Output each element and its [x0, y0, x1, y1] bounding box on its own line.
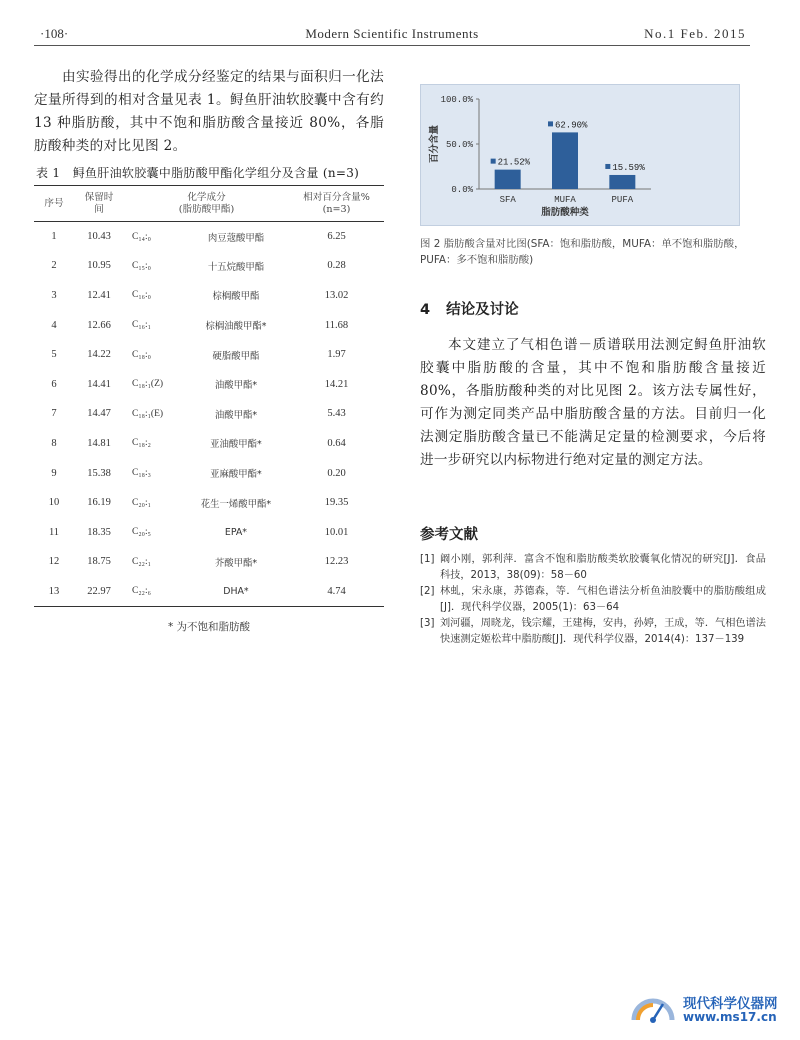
reference-number: [1] — [420, 554, 435, 565]
row-relative-percent: 12.23 — [324, 556, 349, 568]
row-formula: C₁₈:₂ — [132, 438, 151, 449]
reference-text: 刘河疆，周晓龙，钱宗耀，王建梅，安冉，孙婷，王成，等．气相色谱法快速测定姬松茸中脂肪酸[J]．现代科学仪器，2014(4)：137－139 — [440, 618, 766, 645]
references-heading: 参考文献 — [420, 527, 478, 543]
row-no: 9 — [51, 467, 57, 479]
row-formula: C₁₅:₀ — [132, 260, 151, 271]
page-number: ·108· — [40, 26, 69, 41]
row-retention-time: 18.35 — [87, 526, 111, 538]
row-retention-time: 14.41 — [87, 378, 111, 390]
row-retention-time: 10.95 — [87, 260, 111, 272]
row-formula: C₁₆:₀ — [132, 290, 151, 301]
table-header-row — [34, 186, 384, 222]
row-relative-percent: 11.68 — [324, 319, 349, 331]
issue-info: No.1 Feb. 2015 — [644, 26, 746, 41]
row-no: 12 — [48, 556, 60, 568]
reference-item — [420, 552, 766, 583]
data-label: 21.52% — [497, 157, 531, 168]
row-compound-name: 油酸甲酯* — [214, 380, 258, 392]
row-relative-percent: 13.02 — [324, 289, 349, 301]
x-axis-label: 脂肪酸种类 — [541, 207, 589, 218]
table-row — [34, 488, 384, 518]
row-no: 4 — [51, 319, 57, 331]
row-relative-percent: 5.43 — [327, 408, 346, 420]
row-formula: C₁₄:₀ — [132, 231, 151, 242]
row-formula: C₁₆:₁ — [132, 320, 151, 331]
y-tick-label: 100.0% — [440, 95, 473, 105]
data-label-marker — [548, 121, 553, 126]
row-retention-time: 15.38 — [87, 467, 111, 479]
row-relative-percent: 1.97 — [327, 349, 346, 361]
reference-item — [420, 584, 766, 615]
row-retention-time: 12.41 — [87, 289, 111, 301]
row-formula: C₂₀:₅ — [132, 527, 151, 538]
row-no: 1 — [51, 231, 57, 243]
fatty-acid-table — [34, 185, 384, 607]
row-retention-time: 14.81 — [87, 437, 111, 449]
table-row — [34, 577, 384, 607]
reference-text: 阚小刚，郭利萍．富含不饱和脂肪酸类软胶囊氧化情况的研究[J]．食品科技，2013，38(09)：58－60 — [440, 554, 766, 581]
journal-title: Modern Scientific Instruments — [305, 26, 479, 41]
row-compound-name: 芥酸甲酯* — [214, 557, 258, 569]
bar-pufa — [609, 175, 635, 189]
section-title: 结论及讨论 — [446, 302, 519, 318]
y-tick-label: 0.0% — [451, 185, 473, 195]
row-formula: C₁₈:₁(E) — [132, 408, 164, 419]
row-relative-percent: 14.21 — [324, 378, 349, 390]
table-row — [34, 429, 384, 459]
row-no: 11 — [48, 526, 60, 538]
conclusion — [420, 334, 766, 472]
gauge-logo-icon — [628, 986, 678, 1032]
header-component: 化学成分 (脂肪酸甲酯) — [124, 186, 289, 222]
table-row — [34, 517, 384, 547]
table-row — [34, 399, 384, 429]
row-no: 3 — [51, 289, 57, 301]
row-no: 8 — [51, 437, 57, 449]
row-no: 6 — [51, 378, 57, 390]
reference-number: [2] — [420, 586, 435, 597]
row-relative-percent: 10.01 — [324, 526, 349, 538]
row-retention-time: 22.97 — [87, 585, 111, 597]
table-row — [34, 281, 384, 311]
page-header — [34, 24, 750, 46]
header-rt: 保留时 间 — [74, 186, 124, 222]
bar-sfa — [495, 170, 521, 189]
reference-text: 林虬，宋永康，苏德森，等．气相色谱法分析鱼油胶囊中的脂肪酸组成[J]．现代科学仪器，2005(1)：63－64 — [440, 586, 766, 613]
row-retention-time: 14.22 — [87, 349, 111, 361]
data-label-marker — [605, 164, 610, 169]
table-row — [34, 251, 384, 281]
data-label: 62.90% — [555, 120, 588, 131]
row-formula: C₂₂:₁ — [132, 556, 151, 567]
row-relative-percent: 4.74 — [327, 585, 346, 597]
table-row — [34, 369, 384, 399]
row-compound-name: 亚麻酸甲酯* — [210, 469, 262, 481]
row-relative-percent: 19.35 — [324, 497, 349, 509]
table-row — [34, 222, 384, 252]
row-compound-name: 硬脂酸甲酯 — [212, 350, 260, 362]
row-formula: C₂₂:₆ — [132, 586, 151, 597]
row-relative-percent: 6.25 — [327, 231, 346, 243]
row-retention-time: 12.66 — [87, 319, 111, 331]
row-no: 5 — [51, 349, 57, 361]
table-caption-prefix: 表 1 — [36, 166, 61, 180]
watermark-name: 现代科学仪器网 — [683, 996, 778, 1012]
intro-paragraph: 由实验得出的化学成分经鉴定的结果与面积归一化法定量所得到的相对含量见表 1。鲟鱼肝油软胶囊中含有约 13 种脂肪酸，其中不饱和脂肪酸含量接近 80%，各脂肪酸种类的对比见图 2。 — [34, 69, 384, 154]
row-compound-name: EPA* — [224, 526, 247, 538]
row-compound-name: 棕榈油酸甲酯* — [205, 321, 267, 333]
row-relative-percent: 0.20 — [327, 467, 346, 479]
site-watermark — [628, 986, 788, 1032]
section-heading — [420, 298, 519, 319]
y-axis-label: 百分含量 — [429, 124, 440, 164]
row-no: 7 — [51, 408, 57, 420]
table-row — [34, 547, 384, 577]
row-compound-name: 油酸甲酯* — [214, 409, 258, 421]
row-formula: C₂₀:₁ — [132, 497, 151, 508]
y-tick-label: 50.0% — [445, 140, 473, 150]
table-row — [34, 340, 384, 370]
data-label-marker — [491, 159, 496, 164]
row-compound-name: 十五烷酸甲酯 — [207, 261, 265, 273]
table-footnote: * 为不饱和脂肪酸 — [167, 620, 251, 633]
row-compound-name: 亚油酸甲酯* — [210, 439, 262, 451]
row-no: 13 — [48, 585, 60, 597]
header-no: 序号 — [34, 186, 74, 222]
row-formula: C₁₈:₁(Z) — [132, 379, 164, 390]
row-compound-name: 肉豆蔻酸甲酯 — [207, 232, 265, 244]
figure-caption: 图 2 脂肪酸含量对比图(SFA：饱和脂肪酸，MUFA：单不饱和脂肪酸，PUFA：多不饱和脂肪酸) — [420, 238, 745, 266]
row-compound-name: 花生一烯酸甲酯* — [200, 498, 272, 510]
x-tick-label: MUFA — [554, 195, 576, 205]
row-compound-name: 棕榈酸甲酯 — [212, 291, 260, 303]
table-caption-n: (n=3) — [322, 166, 360, 180]
row-retention-time: 10.43 — [87, 231, 111, 243]
data-label: 15.59% — [612, 162, 645, 173]
row-no: 10 — [48, 497, 60, 509]
section-number: 4 — [420, 302, 431, 318]
table-row — [34, 458, 384, 488]
table-caption — [34, 164, 384, 181]
row-retention-time: 14.47 — [87, 408, 111, 420]
table-caption-text: 鲟鱼肝油软胶囊中脂肪酸甲酯化学组分及含量 — [72, 166, 319, 180]
row-retention-time: 18.75 — [87, 556, 111, 568]
x-tick-label: SFA — [499, 195, 516, 205]
table-row — [34, 310, 384, 340]
row-relative-percent: 0.64 — [327, 437, 346, 449]
fatty-acid-chart — [420, 84, 740, 226]
row-formula: C₁₈:₃ — [132, 468, 151, 479]
chart-svg — [421, 85, 739, 225]
row-compound-name: DHA* — [223, 585, 249, 597]
row-retention-time: 16.19 — [87, 497, 111, 509]
row-no: 2 — [51, 260, 57, 272]
row-relative-percent: 0.28 — [327, 260, 346, 272]
left-column — [34, 66, 384, 634]
header-relative: 相对百分含量% (n=3) — [289, 186, 384, 222]
reference-item — [420, 616, 766, 647]
bar-mufa — [552, 132, 578, 189]
references-list — [420, 552, 766, 648]
x-tick-label: PUFA — [611, 195, 634, 205]
row-formula: C₁₈:₀ — [132, 349, 151, 360]
reference-number: [3] — [420, 618, 435, 629]
watermark-url: www.ms17.cn — [683, 1010, 777, 1024]
conclusion-paragraph: 本文建立了气相色谱－质谱联用法测定鲟鱼肝油软胶囊中脂肪酸的含量，其中不饱和脂肪酸含量接近 80%，各脂肪酸种类的对比见图 2。该方法专属性好，可作为测定同类产品中脂肪酸含量的方法。目前归一化法测定脂肪酸含量已不能满足定量的检测要求，今后将进一步研究以内标物进行绝对定量的测定方法。 — [420, 337, 766, 468]
